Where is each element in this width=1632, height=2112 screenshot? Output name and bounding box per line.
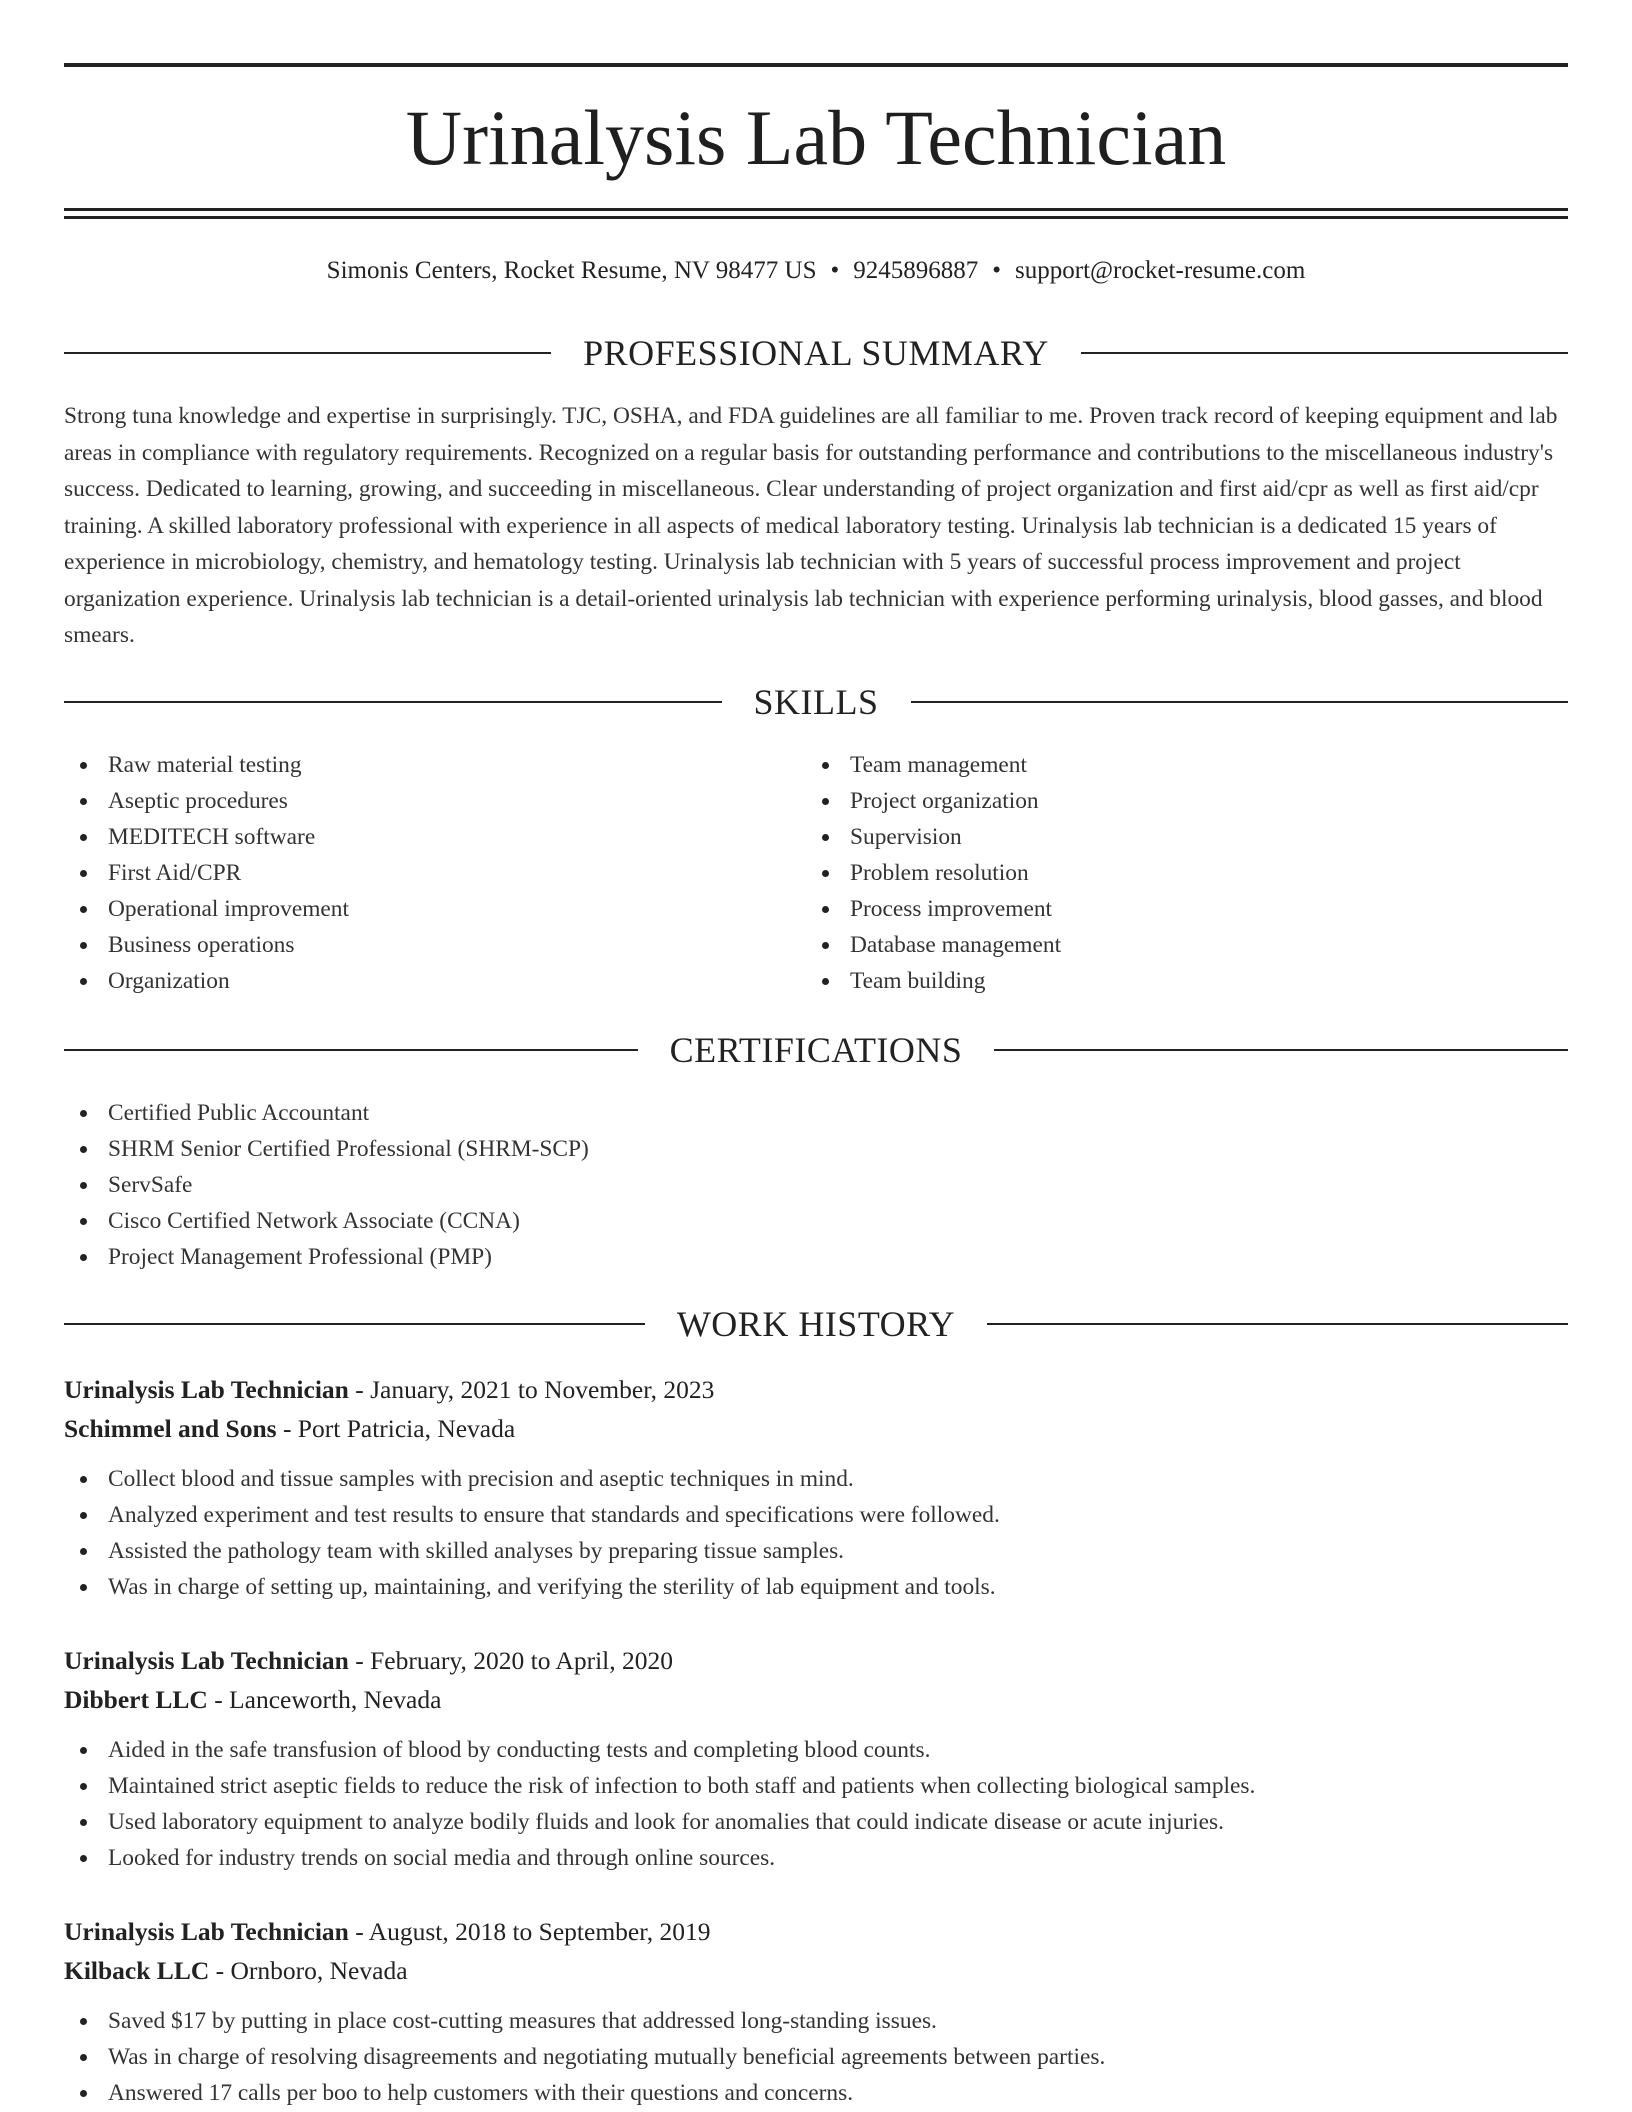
- job-dates: - January, 2021 to November, 2023: [348, 1375, 715, 1404]
- skills-list-right: [806, 747, 1061, 999]
- contact-separator: •: [830, 257, 840, 284]
- job-company-line: [64, 1951, 1568, 1991]
- job-duty-item: Saved $17 by putting in place cost-cutting measures that addressed long-standing issues.: [64, 2003, 1568, 2039]
- skill-item: MEDITECH software: [64, 819, 349, 855]
- section-header-work-history: [64, 1302, 1568, 1346]
- section-header-summary: [64, 331, 1568, 375]
- section-rule-right: [911, 701, 1569, 703]
- job-title: Urinalysis Lab Technician: [64, 1646, 349, 1675]
- job-location: - Ornboro, Nevada: [209, 1956, 408, 1985]
- certification-item: Certified Public Accountant: [64, 1095, 589, 1131]
- section-rule-right: [987, 1323, 1568, 1325]
- certifications-list: [64, 1095, 589, 1275]
- contact-phone: 9245896887: [853, 257, 979, 284]
- job-dates: - August, 2018 to September, 2019: [348, 1917, 711, 1946]
- skill-item: Business operations: [64, 927, 349, 963]
- certification-item: Cisco Certified Network Associate (CCNA): [64, 1203, 589, 1239]
- skill-item: Process improvement: [806, 891, 1061, 927]
- certification-item: ServSafe: [64, 1167, 589, 1203]
- contact-address: Simonis Centers, Rocket Resume, NV 98477 US: [326, 257, 817, 284]
- certification-item: Project Management Professional (PMP): [64, 1239, 589, 1275]
- header-double-rule-upper: [64, 208, 1568, 211]
- section-header-certifications: [64, 1028, 1568, 1072]
- job-duty-item: Looked for industry trends on social media and through online sources.: [64, 1840, 1568, 1876]
- skill-item: First Aid/CPR: [64, 855, 349, 891]
- contact-line: [64, 254, 1568, 288]
- section-rule-left: [64, 352, 551, 354]
- job-title: Urinalysis Lab Technician: [64, 1917, 349, 1946]
- skill-item: Problem resolution: [806, 855, 1061, 891]
- section-header-skills: [64, 680, 1568, 724]
- section-rule-left: [64, 1323, 645, 1325]
- job-entry: [64, 1370, 1568, 1605]
- job-duty-item: Aided in the safe transfusion of blood by conducting tests and completing blood counts.: [64, 1732, 1568, 1768]
- skill-item: Team building: [806, 963, 1061, 999]
- job-duty-item: Collect blood and tissue samples with precision and aseptic techniques in mind.: [64, 1461, 1568, 1497]
- job-entry: [64, 1641, 1568, 1876]
- resume-name: Urinalysis Lab Technician: [405, 94, 1227, 181]
- job-title-line: [64, 1641, 1568, 1681]
- skill-item: Supervision: [806, 819, 1061, 855]
- section-title: SKILLS: [753, 682, 879, 722]
- section-rule-left: [64, 701, 722, 703]
- job-duty-item: Was in charge of resolving disagreements and negotiating mutually beneficial agreements between parties.: [64, 2039, 1568, 2075]
- job-duties-list: [64, 1732, 1568, 1876]
- job-title-line: [64, 1912, 1568, 1952]
- job-duties-list: [64, 2003, 1568, 2111]
- job-company: Kilback LLC: [64, 1956, 210, 1985]
- job-company: Schimmel and Sons: [64, 1414, 277, 1443]
- contact-separator: •: [992, 257, 1002, 284]
- contact-email: support@rocket-resume.com: [1015, 257, 1306, 284]
- certification-item: SHRM Senior Certified Professional (SHRM-SCP): [64, 1131, 589, 1167]
- job-title-line: [64, 1370, 1568, 1410]
- top-rule: [64, 63, 1568, 67]
- job-dates: - February, 2020 to April, 2020: [348, 1646, 673, 1675]
- skill-item: Organization: [64, 963, 349, 999]
- job-company-line: [64, 1680, 1568, 1720]
- job-location: - Port Patricia, Nevada: [276, 1414, 516, 1443]
- job-company-line: [64, 1409, 1568, 1449]
- professional-summary-text: Strong tuna knowledge and expertise in surprisingly. TJC, OSHA, and FDA guidelines are all familiar to me. Proven track record of keeping equipment and lab areas in compliance with regulatory requirements. Recognized on a regular basis for outstanding performance and contributions to the miscellaneous industry's success. Dedicated to learning, growing, and succeeding in miscellaneous. Clear understanding of project organization and first aid/cpr as well as first aid/cpr training. A skilled laboratory professional with experience in all aspects of medical laboratory testing. Urinalysis lab technician is a dedicated 15 years of experience in microbiology, chemistry, and hematology testing. Urinalysis lab technician with 5 years of successful process improvement and project organization experience. Urinalysis lab technician is a detail-oriented urinalysis lab technician with experience performing urinalysis, blood gasses, and blood smears.: [64, 403, 1558, 648]
- section-rule-left: [64, 1049, 638, 1051]
- job-company: Dibbert LLC: [64, 1685, 208, 1714]
- job-duty-item: Maintained strict aseptic fields to reduce the risk of infection to both staff and patients when collecting biological samples.: [64, 1768, 1568, 1804]
- section-rule-right: [994, 1049, 1568, 1051]
- section-title: CERTIFICATIONS: [669, 1030, 963, 1070]
- job-title: Urinalysis Lab Technician: [64, 1375, 349, 1404]
- job-duty-item: Used laboratory equipment to analyze bodily fluids and look for anomalies that could indicate disease or acute injuries.: [64, 1804, 1568, 1840]
- section-rule-right: [1081, 352, 1568, 354]
- job-entry: [64, 1912, 1568, 2111]
- section-title: WORK HISTORY: [676, 1304, 956, 1344]
- job-duty-item: Assisted the pathology team with skilled analyses by preparing tissue samples.: [64, 1533, 1568, 1569]
- skill-item: Aseptic procedures: [64, 783, 349, 819]
- job-location: - Lanceworth, Nevada: [207, 1685, 442, 1714]
- job-duty-item: Analyzed experiment and test results to ensure that standards and specifications were followed.: [64, 1497, 1568, 1533]
- job-duties-list: [64, 1461, 1568, 1605]
- skill-item: Operational improvement: [64, 891, 349, 927]
- header-double-rule-lower: [64, 216, 1568, 219]
- skills-list-left: [64, 747, 349, 999]
- job-duty-item: Answered 17 calls per boo to help customers with their questions and concerns.: [64, 2075, 1568, 2111]
- skill-item: Project organization: [806, 783, 1061, 819]
- section-title: PROFESSIONAL SUMMARY: [583, 333, 1049, 373]
- skill-item: Raw material testing: [64, 747, 349, 783]
- skill-item: Database management: [806, 927, 1061, 963]
- skill-item: Team management: [806, 747, 1061, 783]
- job-duty-item: Was in charge of setting up, maintaining, and verifying the sterility of lab equipment and tools.: [64, 1569, 1568, 1605]
